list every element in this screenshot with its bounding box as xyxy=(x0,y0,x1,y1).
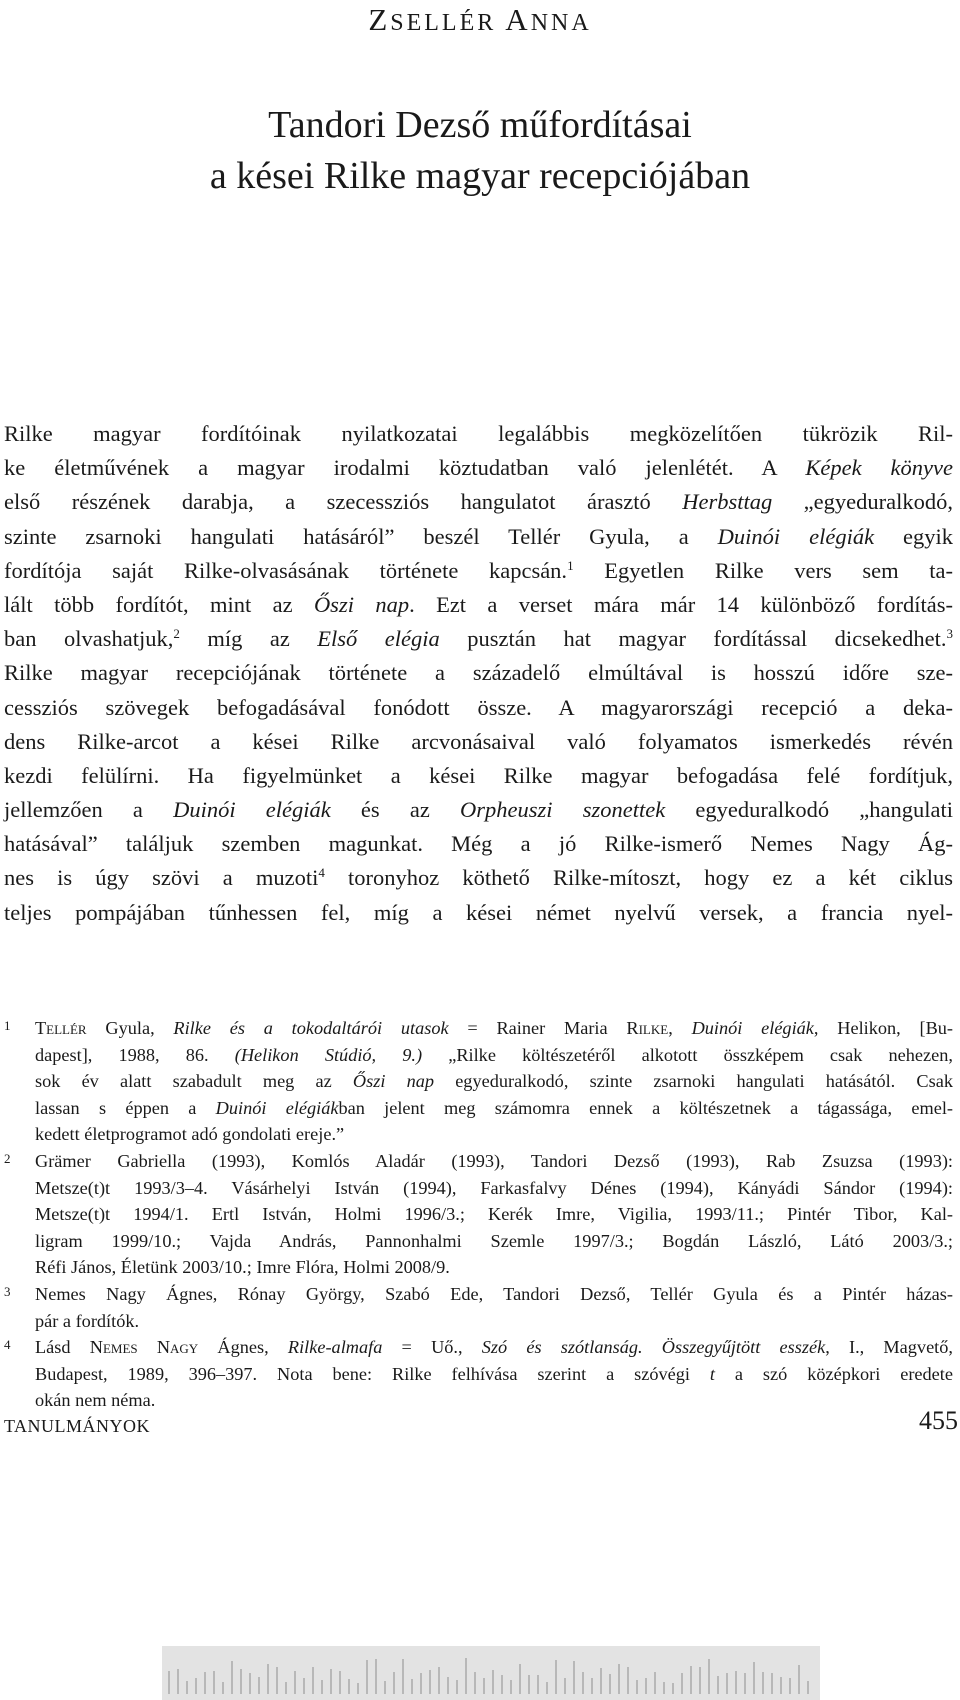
scan-noise-mark xyxy=(501,1675,503,1694)
body-line: ke életművének a magyar irodalmi köztudatban való jelenlétét. A Képek könyve xyxy=(4,455,953,481)
scan-noise-mark xyxy=(474,1672,476,1694)
work-title: Herbsttag xyxy=(682,489,773,515)
scan-noise-mark xyxy=(753,1662,755,1694)
body-line: kezdi felülírni. Ha figyelmünket a kései Rilke magyar befogadása felé fordítjuk, xyxy=(4,762,953,788)
body-line: Rilke magyar recepciójának története a századelő elmúltával is hosszú időre sze- xyxy=(4,660,953,686)
scan-noise-mark xyxy=(618,1664,620,1694)
scan-noise-mark xyxy=(600,1668,602,1694)
scan-noise-mark xyxy=(483,1678,485,1694)
footnote-4: 4 Lásd Nemes Nagy Ágnes, Rilke-almafa = Uő., Szó és szótlanság. Összegyűjtött esszék, I., Magvető, Budapest, 1989, 396–397. Nota bene: Rilke felhívása szerint a szóvégi t a szó középkori eredete okán nem néma. xyxy=(4,1334,953,1414)
scan-noise-mark xyxy=(393,1672,395,1694)
scan-noise-mark xyxy=(681,1673,683,1694)
scan-noise-mark xyxy=(663,1682,665,1694)
scan-noise-mark xyxy=(573,1661,575,1694)
section-label: TANULMÁNYOK xyxy=(4,1416,151,1436)
footnote-2: 2 Grämer Gabriella (1993), Komlós Aladár (1993), Tandori Dezső (1993), Rab Zsuzsa (1993): Metsze(t)t 1993/3–4. Vásárhelyi István (1994), Farkasfalvy Dénes (1994), Kányádi Sándor (1994): Metsze(t)t 1994/1. Ertl István, Holmi 1996/3.; Kerék Imre, Vigilia, 1993/11.; Pintér Tibor, Kal- ligram 1999/10.; Vajda András, Pannonhalmi Szemle 1997/3.; Bogdán László, Látó 2003/3.; Réfi János, Életünk 2003/10.; Imre Flóra, Holmi 2008/9. xyxy=(4,1148,953,1281)
scan-noise-mark xyxy=(645,1678,647,1694)
footnote-1: 1 Tellér Gyula, Rilke és a tokodaltárói utasok = Rainer Maria Rilke, Duinói elégiák, Helikon, [Bu- dapest], 1988, 86. (Helikon Stúdió, 9.) „Rilke költészetéről alkotott összképem csak nehezen, sok év alatt szabadult meg az Őszi nap egyeduralkodó, szinte zsarnoki hangulati hatásától. Csak lassan s éppen a Duinói elégiákban jelent meg számomra ennek a költészetnek a tágassága, emel- kedett életprogramot adó gondolati ereje.” xyxy=(4,1015,953,1148)
body-text xyxy=(4,417,953,930)
scan-noise-mark xyxy=(384,1681,386,1694)
body-line: jellemzően a Duinói elégiák és az Orpheuszi szonettek egyeduralkodó „hangulati xyxy=(4,797,953,823)
scan-noise-mark xyxy=(249,1673,251,1694)
scan-artifact-strip xyxy=(162,1646,820,1700)
scan-noise-mark xyxy=(582,1672,584,1694)
body-line: cessziós szövegek befogadásával fonódott össze. A magyarországi recepció a deka- xyxy=(4,694,953,720)
footnotes xyxy=(4,1015,953,1414)
author-text: ZSELLÉR ANNA xyxy=(368,2,592,37)
footnote-number: 3 xyxy=(4,1283,11,1299)
footnote-3: 3 Nemes Nagy Ágnes, Rónay György, Szabó Ede, Tandori Dezső, Tellér Gyula és a Pintér házas- pár a fordítók. xyxy=(4,1281,953,1334)
scan-noise-mark xyxy=(609,1674,611,1694)
scan-noise-mark xyxy=(762,1672,764,1694)
scan-noise-mark xyxy=(177,1669,179,1694)
scan-noise-mark xyxy=(555,1660,557,1694)
scan-noise-mark xyxy=(204,1672,206,1694)
scan-noise-mark xyxy=(726,1673,728,1694)
scan-noise-mark xyxy=(213,1671,215,1694)
scan-noise-mark xyxy=(771,1673,773,1694)
work-title: Orpheuszi szonettek xyxy=(460,797,666,823)
scan-noise-mark xyxy=(411,1679,413,1694)
scan-noise-mark xyxy=(276,1667,278,1694)
scan-noise-mark xyxy=(789,1678,791,1694)
scan-noise-mark xyxy=(654,1672,656,1694)
scan-noise-mark xyxy=(456,1680,458,1694)
body-line: teljes pompájában tűnhessen fel, míg a kései német nyelvű versek, a francia nyel- xyxy=(4,899,953,925)
scan-noise-mark xyxy=(267,1664,269,1694)
scan-noise-mark xyxy=(222,1682,224,1694)
page-number: 455 xyxy=(919,1406,958,1435)
scan-noise-mark xyxy=(699,1667,701,1694)
work-title: Első elégia xyxy=(317,626,440,652)
scan-noise-mark xyxy=(258,1677,260,1694)
scan-noise-mark xyxy=(717,1676,719,1694)
scan-noise-mark xyxy=(231,1661,233,1694)
footnote-ref[interactable]: 2 xyxy=(173,626,180,642)
footnote-ref[interactable]: 3 xyxy=(946,626,953,642)
scan-noise-mark xyxy=(735,1671,737,1694)
body-line: szinte zsarnoki hangulati hatásáról” beszél Tellér Gyula, a Duinói elégiák egyik xyxy=(4,523,953,549)
scan-noise-mark xyxy=(690,1666,692,1694)
scan-noise-mark xyxy=(195,1678,197,1694)
scan-noise-mark xyxy=(636,1680,638,1694)
work-title: Képek könyve xyxy=(805,455,953,481)
scan-noise-mark xyxy=(375,1659,377,1694)
scan-noise-mark xyxy=(537,1675,539,1694)
scan-noise-mark xyxy=(546,1682,548,1694)
scan-noise-mark xyxy=(510,1680,512,1694)
scan-noise-mark xyxy=(420,1673,422,1694)
body-line: Rilke magyar fordítóinak nyilatkozatai legalábbis megközelítően tükrözik Ril- xyxy=(4,421,953,446)
body-line: nes is úgy szövi a muzoti$^4$ toronyhoz köthető Rilke-mítoszt, hogy ez a két ciklus xyxy=(4,865,953,891)
scan-noise-mark xyxy=(285,1682,287,1694)
body-line: dens Rilke-arcot a kései Rilke arcvonásaival való folyamatos ismerkedés révén xyxy=(4,728,953,754)
scan-noise-mark xyxy=(528,1675,530,1694)
body-line: ban olvashatjuk,$^2$ míg az Első elégia pusztán hat magyar fordítással dicsekedhet.$^3$ xyxy=(4,626,953,652)
body-line: első részének darabja, a szecessziós hangulatot árasztó Herbsttag „egyeduralkodó, xyxy=(4,489,953,515)
scan-noise-mark xyxy=(519,1664,521,1694)
body-line: fordítója saját Rilke-olvasásának története kapcsán.$^1$ Egyetlen Rilke vers sem ta- xyxy=(4,557,953,583)
scan-noise-mark xyxy=(402,1659,404,1694)
footnote-ref[interactable]: 4 xyxy=(318,865,325,881)
scan-noise-mark xyxy=(321,1680,323,1694)
scan-noise-mark xyxy=(339,1671,341,1694)
scan-noise-mark xyxy=(744,1673,746,1694)
scan-noise-mark xyxy=(807,1681,809,1694)
footnote-ref[interactable]: 1 xyxy=(567,557,574,573)
footnote-number: 1 xyxy=(4,1018,11,1033)
scan-noise-mark xyxy=(708,1659,710,1694)
body-line: lált több fordítót, mint az Őszi nap. Ezt a verset mára már 14 különböző fordítás- xyxy=(4,591,953,617)
work-title: Duinói elégiák xyxy=(173,797,331,823)
author-name xyxy=(0,0,960,43)
scan-noise-mark xyxy=(591,1678,593,1694)
scan-noise-mark xyxy=(798,1665,800,1694)
body-line: hatásával” találjuk szemben magunkat. Még a jó Rilke-ismerő Nemes Nagy Ág- xyxy=(4,831,953,857)
scan-noise-mark xyxy=(465,1658,467,1694)
scan-noise-mark xyxy=(780,1677,782,1694)
scan-noise-mark xyxy=(357,1683,359,1694)
scan-noise-mark xyxy=(429,1670,431,1694)
scan-noise-mark xyxy=(168,1671,170,1694)
scan-noise-mark xyxy=(330,1669,332,1694)
scan-noise-mark xyxy=(492,1670,494,1694)
footnote-number: 2 xyxy=(4,1150,11,1166)
footnote-number: 4 xyxy=(4,1337,11,1353)
title-line-1: Tandori Dezső műfordításai xyxy=(268,104,692,146)
scan-noise-mark xyxy=(294,1671,296,1694)
scan-noise-mark xyxy=(672,1683,674,1694)
scan-noise-mark xyxy=(348,1679,350,1694)
scan-noise-mark xyxy=(564,1678,566,1694)
scan-noise-mark xyxy=(240,1669,242,1694)
scan-noise-mark xyxy=(627,1667,629,1694)
scan-noise-mark xyxy=(447,1677,449,1694)
scan-noise-mark xyxy=(186,1681,188,1694)
scan-noise-mark xyxy=(366,1660,368,1694)
work-title: Őszi nap xyxy=(313,591,410,617)
scan-noise-mark xyxy=(438,1667,440,1694)
title-line-2: a kései Rilke magyar recepciójában xyxy=(209,155,751,197)
work-title: Duinói elégiák xyxy=(717,523,875,549)
scan-noise-mark xyxy=(312,1667,314,1694)
scan-noise-mark xyxy=(303,1678,305,1694)
article-title xyxy=(0,100,960,202)
